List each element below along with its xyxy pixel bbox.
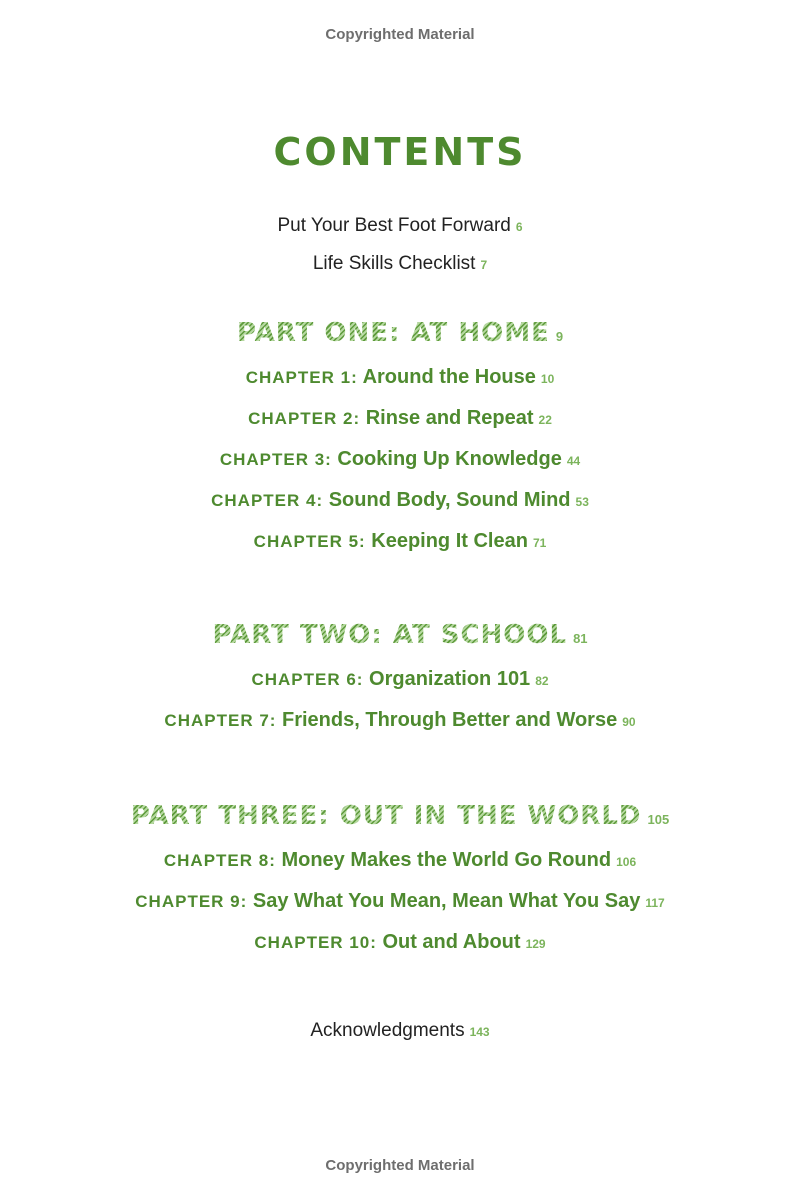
chapter-10-entry[interactable] — [0, 931, 800, 954]
chapter-1-entry[interactable] — [0, 366, 800, 389]
chapter-page-number: 129 — [525, 937, 546, 951]
entry-title: Acknowledgments — [310, 1020, 465, 1041]
part-one-heading[interactable] — [0, 318, 800, 348]
header-copyright: Copyrighted Material — [325, 26, 475, 43]
part-two-heading[interactable] — [0, 620, 800, 650]
chapter-title: Keeping It Clean — [371, 530, 528, 552]
chapter-3-entry[interactable] — [0, 448, 800, 471]
chapter-page-number: 22 — [538, 413, 552, 427]
chapter-7-entry[interactable] — [0, 709, 800, 732]
part-title: PART ONE: AT HOME — [236, 318, 550, 348]
chapter-label: CHAPTER 1: — [245, 368, 358, 387]
chapter-title: Say What You Mean, Mean What You Say — [252, 890, 641, 912]
chapter-9-entry[interactable] — [0, 890, 800, 913]
entry-title: Put Your Best Foot Forward — [277, 215, 511, 236]
entry-page-number: 7 — [480, 258, 488, 272]
chapter-label: CHAPTER 4: — [211, 491, 324, 510]
chapter-page-number: 106 — [616, 855, 637, 869]
entry-title: Life Skills Checklist — [312, 253, 476, 274]
chapter-title: Sound Body, Sound Mind — [328, 489, 571, 511]
chapter-title: Around the House — [362, 366, 536, 388]
chapter-label: CHAPTER 10: — [254, 933, 377, 952]
chapter-page-number: 117 — [645, 896, 665, 910]
back-entry-acknowledgments[interactable] — [0, 1020, 800, 1042]
entry-page-number: 6 — [515, 220, 523, 234]
chapter-title: Money Makes the World Go Round — [281, 849, 612, 871]
part-page-number: 81 — [573, 631, 588, 646]
part-page-number: 9 — [555, 329, 564, 344]
chapter-label: CHAPTER 9: — [135, 892, 248, 911]
chapter-title: Rinse and Repeat — [365, 407, 534, 429]
chapter-label: CHAPTER 7: — [164, 711, 277, 730]
footer-copyright: Copyrighted Material — [325, 1157, 475, 1174]
chapter-label: CHAPTER 8: — [163, 851, 276, 870]
chapter-title: Cooking Up Knowledge — [337, 448, 562, 470]
chapter-title: Friends, Through Better and Worse — [282, 709, 618, 731]
chapter-title: Out and About — [382, 931, 521, 953]
front-entry-best-foot[interactable] — [0, 215, 800, 237]
chapter-page-number: 10 — [540, 372, 555, 386]
chapter-page-number: 82 — [535, 674, 549, 688]
part-title: PART THREE: OUT IN THE WORLD — [130, 801, 642, 831]
chapter-page-number: 44 — [566, 454, 581, 468]
chapter-8-entry[interactable] — [0, 849, 800, 872]
chapter-4-entry[interactable] — [0, 489, 800, 512]
chapter-label: CHAPTER 3: — [219, 450, 332, 469]
part-page-number: 105 — [647, 812, 670, 827]
chapter-label: CHAPTER 2: — [248, 409, 361, 428]
chapter-page-number: 53 — [575, 495, 589, 509]
chapter-title: Organization 101 — [369, 668, 531, 690]
chapter-page-number: 90 — [622, 715, 636, 729]
entry-page-number: 143 — [469, 1025, 490, 1039]
chapter-label: CHAPTER 6: — [251, 670, 364, 689]
chapter-label: CHAPTER 5: — [253, 532, 366, 551]
chapter-2-entry[interactable] — [0, 407, 800, 430]
chapter-page-number: 71 — [532, 536, 547, 550]
part-three-heading[interactable] — [0, 801, 800, 831]
chapter-6-entry[interactable] — [0, 668, 800, 691]
front-entry-checklist[interactable] — [0, 253, 800, 275]
contents-title: CONTENTS — [273, 130, 527, 174]
part-title: PART TWO: AT SCHOOL — [212, 620, 568, 650]
chapter-5-entry[interactable] — [0, 530, 800, 553]
